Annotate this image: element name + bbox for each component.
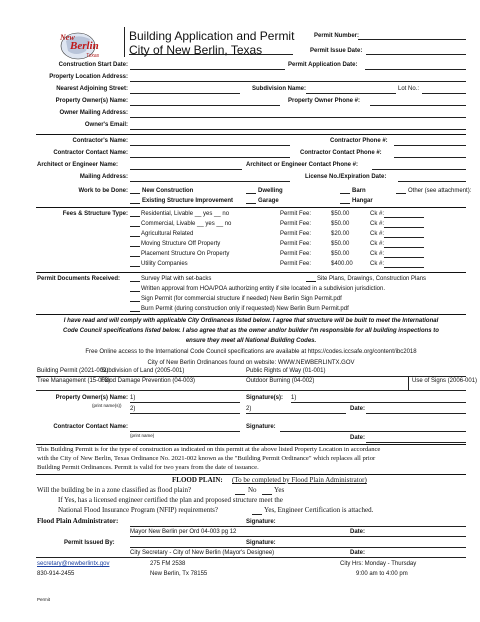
flood-yes: Yes bbox=[274, 486, 285, 494]
property-location-field[interactable] bbox=[130, 81, 466, 82]
checkbox-garage[interactable] bbox=[246, 203, 256, 204]
permit-issue-date-field[interactable] bbox=[366, 54, 466, 55]
flood-admin-label: Flood Plain Administrator: bbox=[37, 517, 119, 525]
fee-type-checkbox[interactable] bbox=[130, 226, 140, 227]
permit-fee-label: Permit Fee: bbox=[280, 261, 312, 267]
flood-heading-note: (To be completed by Flood Plain Administrator) bbox=[232, 476, 367, 484]
owner-signature-2-field[interactable] bbox=[246, 413, 346, 414]
footer-hours-1: City Hrs: Monday - Thursday bbox=[340, 561, 417, 567]
issued-date-field[interactable] bbox=[36, 557, 466, 558]
property-owner-name-field[interactable] bbox=[130, 105, 280, 106]
section-divider bbox=[36, 272, 466, 273]
owner-sig-name-label: Property Owner(s) Name: bbox=[55, 395, 128, 401]
footer-phone: 830-914-2455 bbox=[37, 571, 75, 577]
nearest-street-label: Nearest Adjoining Street: bbox=[56, 86, 128, 92]
permit-fee-amount: $50.00 bbox=[331, 241, 350, 247]
fee-type-label: Agricultural Related bbox=[141, 231, 194, 237]
permit-fee-amount: $50.00 bbox=[331, 221, 350, 227]
issued-date-label: Date: bbox=[350, 550, 366, 556]
ordinance-cell: Use of Signs (2006-001) bbox=[412, 378, 478, 384]
flood-signature-label: Signature: bbox=[246, 519, 276, 525]
owner-name-2-number: 2) bbox=[130, 406, 136, 412]
fee-type-checkbox[interactable] bbox=[130, 246, 140, 247]
footer-address-1: 275 FM 2538 bbox=[150, 561, 186, 567]
contractor-date-field[interactable] bbox=[366, 442, 466, 443]
fee-type-checkbox[interactable] bbox=[130, 216, 140, 217]
check-number-field[interactable] bbox=[384, 227, 424, 228]
fee-type-checkbox[interactable] bbox=[130, 266, 140, 267]
contractor-contact-name-label: Contractor Contact Name: bbox=[53, 150, 128, 156]
fee-type-label: Commercial, Livable __ yes __ no bbox=[141, 221, 232, 227]
nearest-street-field[interactable] bbox=[130, 93, 240, 94]
flood-yes-checkbox[interactable] bbox=[262, 494, 272, 495]
work-garage: Garage bbox=[258, 198, 279, 204]
section-divider bbox=[36, 314, 466, 315]
checkbox-survey[interactable] bbox=[130, 281, 140, 282]
work-other: Other (see attachment): bbox=[408, 188, 472, 194]
compliance-line-1: I have read and will comply with applicable City Ordinances listed below. I agree that structure will be built to meet the International bbox=[63, 318, 439, 324]
ordinance-cell: Flood Damage Prevention (04-003) bbox=[101, 378, 196, 384]
owner-email-label: Owner's Email: bbox=[84, 122, 128, 128]
checkbox-site-plans[interactable] bbox=[306, 281, 316, 282]
compliance-line-3: ensure they meet all National Building Codes. bbox=[185, 338, 317, 344]
check-number-field[interactable] bbox=[384, 237, 424, 238]
permit-fee-label: Permit Fee: bbox=[280, 251, 312, 257]
work-new-construction: New Construction bbox=[142, 188, 194, 194]
license-no-label: License No./Expiration Date: bbox=[305, 174, 387, 180]
contractor-phone-field[interactable] bbox=[394, 145, 466, 146]
ordinance-cell: Outdoor Burning (04-002) bbox=[246, 378, 315, 384]
city-logo bbox=[56, 29, 118, 64]
contractor-name-label: Contractor's Name: bbox=[72, 138, 128, 144]
flood-mayor: Mayor New Berlin per Ord 04-003 pg 12 bbox=[130, 529, 237, 535]
page-footer-label: Permit bbox=[37, 597, 51, 602]
architect-name-field[interactable] bbox=[130, 169, 242, 170]
free-access-text: Free Online access to the International Code Council specifications are available at https://codes.iccsafe.org/content/ibc2018 bbox=[85, 349, 417, 355]
notice-line-3: Building Permit Ordinances. Permit is valid for two years from the date of issuance. bbox=[37, 464, 259, 471]
checkbox-hoa[interactable] bbox=[130, 291, 140, 292]
architect-phone-field[interactable] bbox=[372, 169, 466, 170]
fee-type-label: Utility Companies bbox=[141, 261, 188, 267]
owner-email-field[interactable] bbox=[130, 129, 466, 130]
ordinances-link[interactable]: City of New Berlin Ordinances found on website: WWW.NEWBERLINTX.GOV bbox=[147, 360, 355, 366]
subdivision-name-field[interactable] bbox=[306, 93, 396, 94]
construction-start-label: Construction Start Date: bbox=[58, 62, 128, 68]
architect-name-label: Architect or Engineer Name: bbox=[37, 162, 119, 168]
flood-question: Will the building be in a zone classified as flood plain? bbox=[37, 486, 192, 494]
fee-type-checkbox[interactable] bbox=[130, 256, 140, 257]
owner-sig-1-number: 1) bbox=[291, 395, 297, 401]
contractor-date-label: Date: bbox=[350, 435, 366, 441]
checkbox-hangar[interactable] bbox=[340, 203, 350, 204]
subdivision-name-label: Subdivision Name: bbox=[252, 86, 307, 92]
flood-no-checkbox[interactable] bbox=[235, 494, 245, 495]
contractor-signature-label: Signature: bbox=[246, 424, 276, 430]
lot-no-label: Lot No.: bbox=[398, 86, 420, 92]
checkbox-other[interactable] bbox=[396, 193, 406, 194]
fee-type-checkbox[interactable] bbox=[130, 236, 140, 237]
flood-date-field[interactable] bbox=[130, 536, 466, 537]
documents-label: Permit Documents Received: bbox=[37, 276, 121, 282]
permit-application-date-field[interactable] bbox=[365, 69, 466, 70]
ordinance-cell: Public Rights of Way (01-001) bbox=[246, 368, 326, 374]
flood-signature-field[interactable] bbox=[130, 526, 466, 527]
work-hangar: Hangar bbox=[352, 198, 373, 204]
check-number-label: Ck #: bbox=[370, 231, 385, 237]
notice-line-2: with the City of New Berlin, Texas Ordinance No. 2021-002 known as the "Building Permit Ordinance" which replaces all prior bbox=[37, 455, 376, 462]
issued-signature-field[interactable] bbox=[130, 547, 466, 548]
footer-address-2: New Berlin, Tx 78155 bbox=[150, 571, 208, 577]
property-location-label: Property Location Address: bbox=[49, 74, 128, 80]
fee-type-label: Placement Structure On Property bbox=[141, 251, 230, 257]
fees-label: Fees & Structure Type: bbox=[62, 211, 128, 217]
permit-application-date-label: Permit Application Date: bbox=[288, 62, 358, 68]
owner-name-1-field[interactable] bbox=[130, 402, 240, 403]
checkbox-burn[interactable] bbox=[130, 311, 140, 312]
section-divider bbox=[36, 444, 466, 445]
check-number-field[interactable] bbox=[384, 267, 424, 268]
check-number-label: Ck #: bbox=[370, 261, 385, 267]
table-column-divider bbox=[408, 377, 409, 390]
checkbox-barn[interactable] bbox=[340, 193, 350, 194]
fee-type-label: Moving Structure Off Property bbox=[141, 241, 221, 247]
mailing-address-field[interactable] bbox=[130, 181, 290, 182]
permit-fee-amount: $400.00 bbox=[331, 261, 353, 267]
flood-no: No bbox=[248, 486, 257, 494]
permit-fee-label: Permit Fee: bbox=[280, 211, 312, 217]
checkbox-sign[interactable] bbox=[130, 301, 140, 302]
notice-line-1: This Building Permit is for the type of construction as indicated on this permit at the above listed Property Location in accordance bbox=[37, 446, 381, 453]
nfip-checkbox[interactable] bbox=[252, 514, 262, 515]
footer-email[interactable]: secretary@newberlintx.gov bbox=[37, 561, 110, 567]
check-number-label: Ck #: bbox=[370, 211, 385, 217]
architect-phone-label: Architect or Engineer Contact Phone #: bbox=[246, 162, 359, 168]
license-no-field[interactable] bbox=[398, 181, 466, 182]
doc-burn: Burn Permit (during construction only if requested) New Berlin Burn Permit.pdf bbox=[141, 306, 349, 312]
permit-fee-label: Permit Fee: bbox=[280, 221, 312, 227]
work-barn: Barn bbox=[352, 188, 366, 194]
title-divider bbox=[124, 27, 125, 57]
owner-date-field[interactable] bbox=[366, 413, 466, 414]
owner-date-label: Date: bbox=[350, 406, 366, 412]
section-divider bbox=[36, 474, 466, 475]
title-line-2: City of New Berlin, Texas bbox=[129, 43, 263, 58]
work-existing-structure: Existing Structure Improvement bbox=[142, 198, 234, 204]
flood-line-3: National Flood Insurance Program (NFIP) requirements? bbox=[58, 506, 218, 514]
check-number-label: Ck #: bbox=[370, 251, 385, 257]
construction-start-field[interactable] bbox=[130, 69, 285, 70]
lot-no-field[interactable] bbox=[422, 93, 466, 94]
flood-line-3b: Yes, Engineer Certification is attached. bbox=[264, 506, 374, 514]
owner-name-1-number: 1) bbox=[130, 395, 136, 401]
owner-signature-label: Signature(s): bbox=[246, 395, 284, 401]
checkbox-existing-structure[interactable] bbox=[130, 203, 140, 204]
work-label: Work to be Done: bbox=[78, 188, 128, 194]
logo-text-texas: Texas bbox=[86, 53, 100, 59]
table-row-divider bbox=[36, 376, 466, 377]
check-number-field[interactable] bbox=[384, 257, 424, 258]
permit-fee-amount: $20.00 bbox=[331, 231, 350, 237]
flood-heading: FLOOD PLAIN: bbox=[172, 476, 223, 484]
permit-fee-label: Permit Fee: bbox=[280, 231, 312, 237]
doc-hoa: Written approval from HOA/POA authorizing entity if site located in a subdivision jurisdiction. bbox=[141, 286, 386, 292]
check-number-label: Ck #: bbox=[370, 221, 385, 227]
doc-survey: Survey Plat with set-backs bbox=[141, 276, 212, 282]
doc-sign: Sign Permit (for commercial structure if needed) New Berlin Sign Permit.pdf bbox=[141, 296, 342, 302]
flood-date-label: Date: bbox=[350, 529, 366, 535]
owner-mailing-address-label: Owner Mailing Address: bbox=[59, 110, 128, 116]
fee-type-label: Residential, Livable __ yes __ no bbox=[141, 211, 230, 217]
print-name-hint: (print name) bbox=[130, 433, 155, 438]
property-owner-phone-field[interactable] bbox=[370, 105, 466, 106]
check-number-field[interactable] bbox=[384, 217, 424, 218]
doc-site-plans: Site Plans, Drawings, Construction Plans bbox=[317, 276, 427, 282]
property-owner-phone-label: Property Owner Phone #: bbox=[288, 98, 361, 104]
permit-fee-amount: $50.00 bbox=[331, 251, 350, 257]
contractor-sig-name-field[interactable] bbox=[130, 431, 240, 432]
owner-name-2-field[interactable] bbox=[130, 413, 240, 414]
footer-hours-2: 9:00 am to 4:00 pm bbox=[356, 571, 408, 577]
title-underline bbox=[129, 54, 293, 55]
checkbox-dwelling[interactable] bbox=[246, 193, 256, 194]
mailing-address-label: Mailing Address: bbox=[79, 174, 128, 180]
check-number-label: Ck #: bbox=[370, 241, 385, 247]
ordinance-cell: Building Permit (2021-002) bbox=[37, 368, 109, 374]
owner-mailing-address-field[interactable] bbox=[130, 117, 466, 118]
flood-line-2: If Yes, has a licensed engineer certified the plan and proposed structure meet the bbox=[58, 496, 283, 504]
contractor-phone-label: Contractor Phone #: bbox=[330, 138, 388, 144]
checkbox-new-construction[interactable] bbox=[130, 193, 140, 194]
ordinance-cell: Tree Management (15-003) bbox=[37, 378, 111, 384]
work-dwelling: Dwelling bbox=[258, 188, 283, 194]
contractor-contact-phone-field[interactable] bbox=[394, 157, 466, 158]
contractor-contact-phone-label: Contractor Contact Phone #: bbox=[300, 150, 382, 156]
print-names-hint: (print name(s)) bbox=[92, 403, 122, 408]
contractor-signature-field[interactable] bbox=[280, 431, 466, 432]
section-divider bbox=[36, 207, 466, 208]
permit-number-field[interactable] bbox=[358, 39, 466, 40]
check-number-field[interactable] bbox=[384, 247, 424, 248]
permit-fee-amount: $50.00 bbox=[331, 211, 350, 217]
permit-fee-label: Permit Fee: bbox=[280, 241, 312, 247]
permit-number-label: Permit Number: bbox=[314, 33, 360, 39]
compliance-line-2: Code Council specifications listed below. I also agree that as the owner and/or builder I'm responsible for all building inspections to bbox=[63, 328, 439, 334]
permit-issue-date-label: Permit Issue Date: bbox=[310, 48, 363, 54]
issued-secretary: City Secretary - City of New Berlin (Mayor's Designee) bbox=[130, 550, 275, 556]
table-bottom-line bbox=[36, 390, 466, 391]
logo-text-new: New bbox=[60, 33, 75, 42]
contractor-contact-name-field[interactable] bbox=[130, 157, 290, 158]
logo-text-berlin: Berlin bbox=[70, 40, 99, 52]
owner-sig-2-number: 2) bbox=[246, 406, 252, 412]
contractor-sig-name-label: Contractor Contact Name: bbox=[53, 424, 128, 430]
section-divider bbox=[36, 134, 466, 135]
title-line-1: Building Application and Permit bbox=[129, 29, 295, 43]
ordinance-cell: Subdivision of Land (2005-001) bbox=[101, 368, 185, 374]
owner-signature-1-field[interactable] bbox=[291, 402, 466, 403]
issued-signature-label: Signature: bbox=[246, 540, 276, 546]
contractor-name-field[interactable] bbox=[130, 145, 290, 146]
issued-by-label: Permit Issued By: bbox=[64, 540, 115, 546]
property-owner-name-label: Property Owner(s) Name: bbox=[55, 98, 128, 104]
